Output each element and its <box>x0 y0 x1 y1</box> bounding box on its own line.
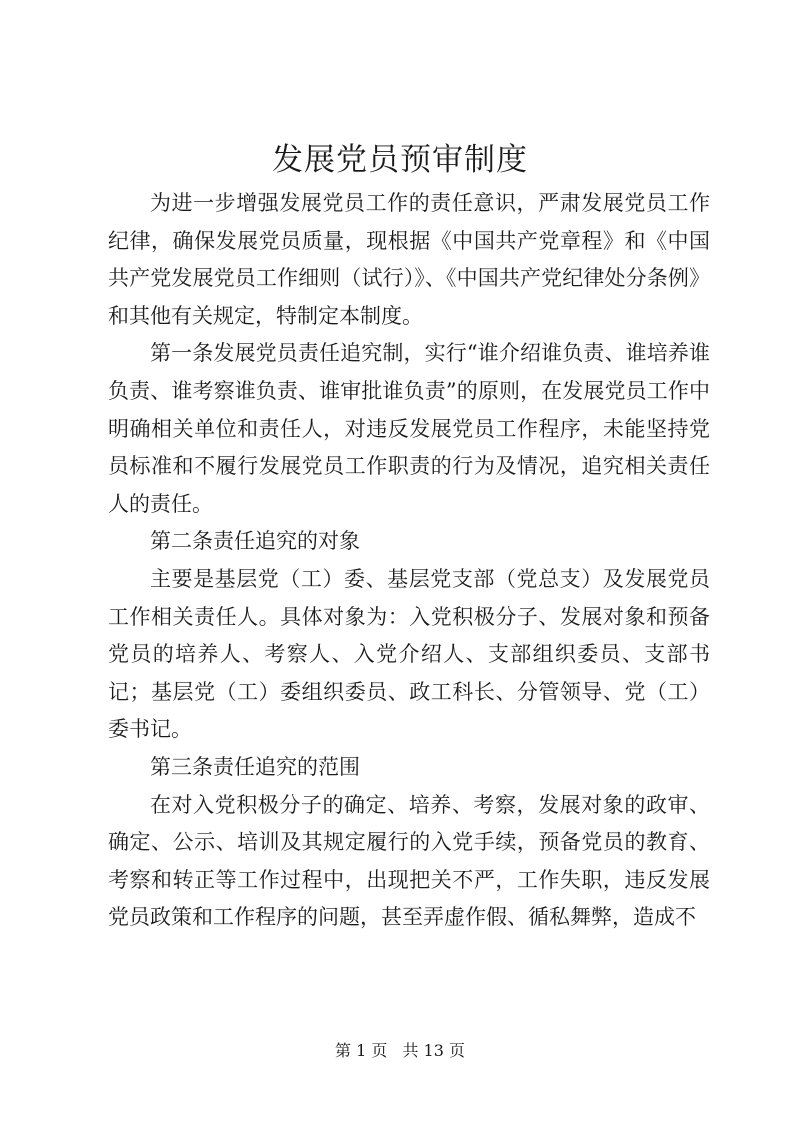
paragraph-article-3-heading: 第三条责任追究的范围 <box>150 754 360 779</box>
page-total: 共 13 页 <box>402 1041 465 1060</box>
paragraph-article-3-body: 在对入党积极分子的确定、培养、考察，发展对象的政审、确定、公示、培训及其规定履行的入党手续，预备党员的教育、考察和转正等工作过程中，出现把关不严，工作失职，违反发展党员政策和工作程序的问题，甚至弄虚作假、循私舞弊，造成不 <box>108 792 710 930</box>
paragraph-article-2-body: 主要是基层党（工）委、基层党支部（党总支）及发展党员工作相关责任人。具体对象为：入党积极分子、发展对象和预备党员的培养人、考察人、入党介绍人、支部组织委员、支部书记；基层党（工）委组织委员、政工科长、分管领导、党（工）委书记。 <box>108 566 710 742</box>
document-body <box>108 185 710 937</box>
page-number: 第 1 页 <box>335 1041 388 1060</box>
document-title: 发展党员预审制度 <box>272 142 528 178</box>
paragraph-article-2-heading: 第二条责任追究的对象 <box>150 529 360 554</box>
paragraph-article-1: 第一条发展党员责任追究制，实行“谁介绍谁负责、谁培养谁负责、谁考察谁负责、谁审批谁负责”的原则，在发展党员工作中明确相关单位和责任人，对违反发展党员工作程序，未能坚持党员标准和不履行发展党员工作职责的行为及情况，追究相关责任人的责任。 <box>108 341 710 516</box>
paragraph-intro: 为进一步增强发展党员工作的责任意识，严肃发展党员工作纪律，确保发展党员质量，现根据《中国共产党章程》和《中国共产党发展党员工作细则（试行）》、《中国共产党纪律处分条例》和其他有关规定，特制定本制度。 <box>108 191 710 328</box>
page-footer <box>0 1041 800 1061</box>
